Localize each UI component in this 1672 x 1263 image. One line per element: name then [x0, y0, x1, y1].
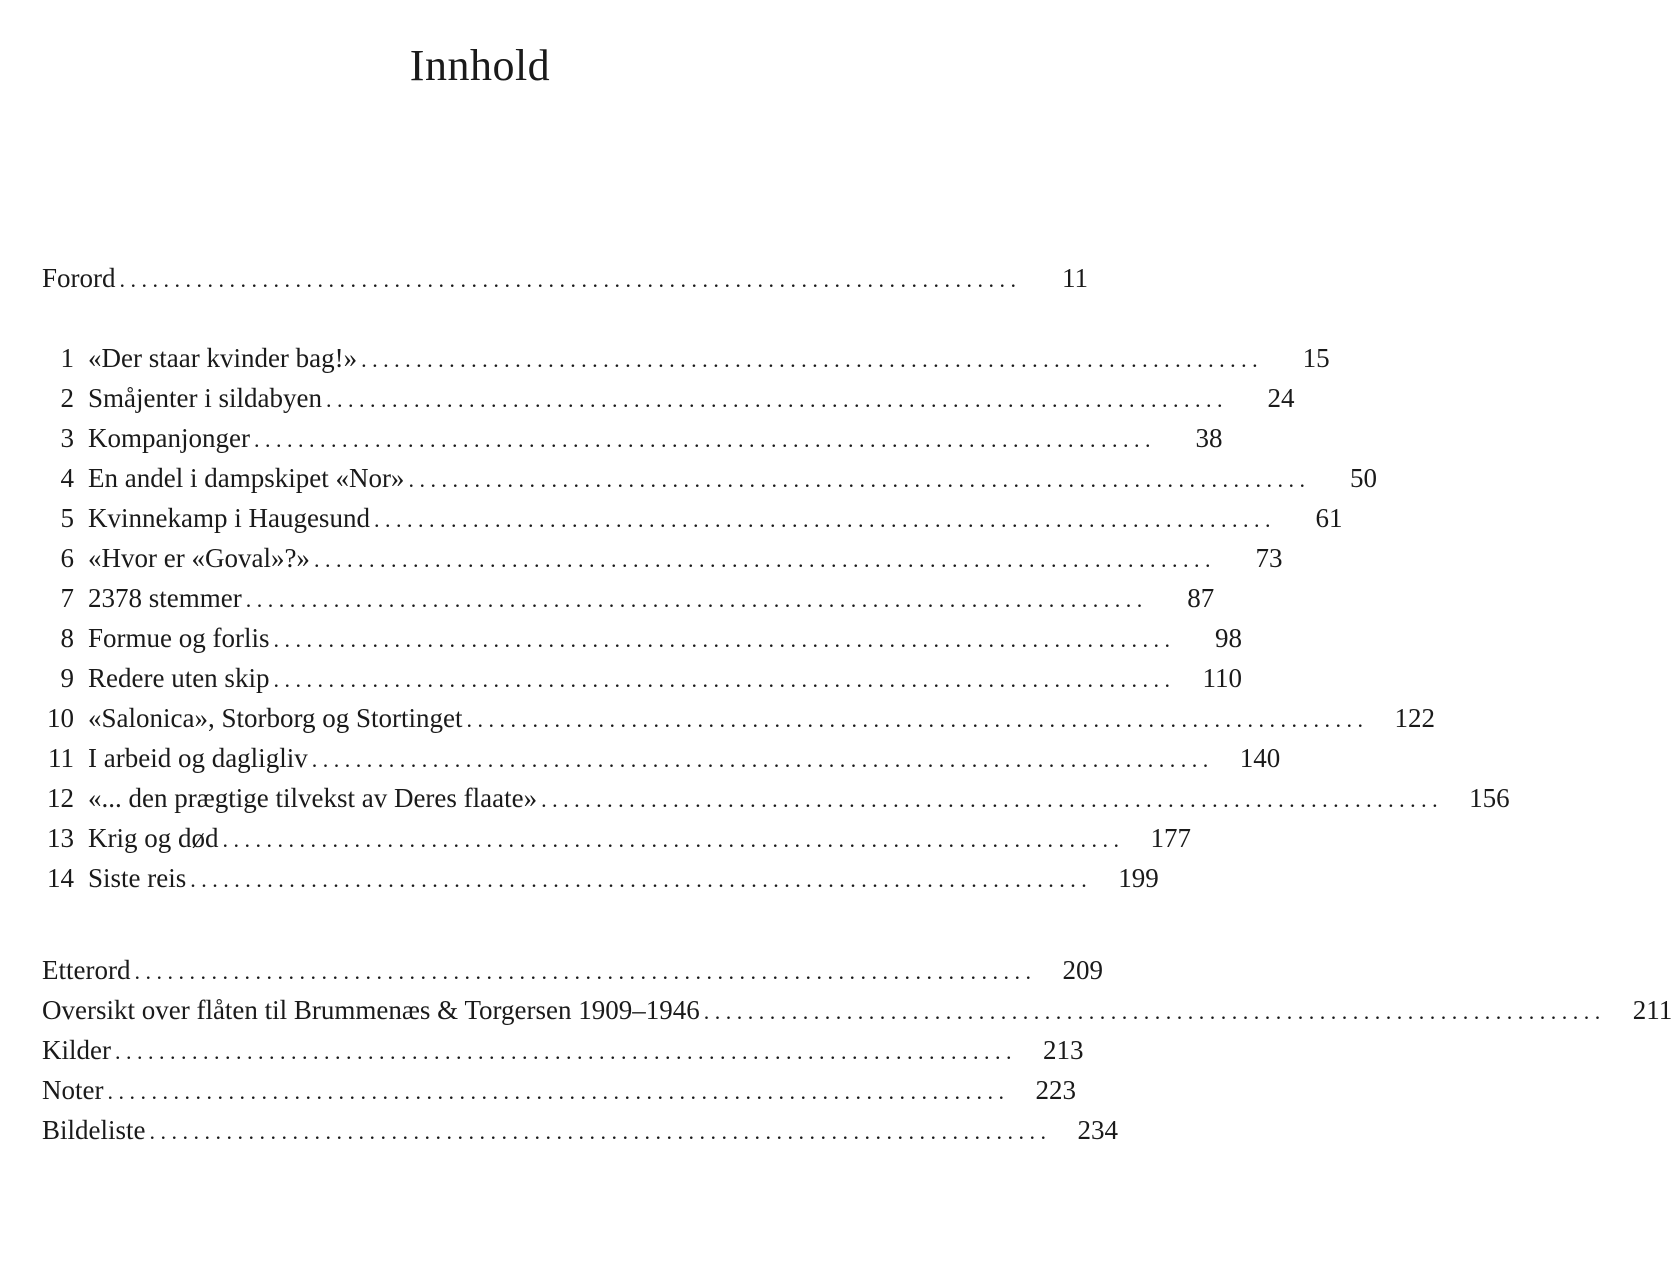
chapter-number: 5 — [60, 503, 74, 533]
chapter-page: 38 — [1195, 423, 1223, 453]
chapter-title: 2378 stemmer — [88, 583, 242, 613]
toc-chapter-13 — [42, 818, 1191, 858]
chapter-page: 140 — [1239, 743, 1281, 773]
chapter-number: 8 — [60, 623, 74, 653]
chapter-title: Kvinnekamp i Haugesund — [88, 503, 370, 533]
chapter-title: «... den prægtige tilvekst av Deres flaate» — [88, 783, 538, 813]
dot-leader: . . . . . . . . . . . . . . . . . . . . . . . . . . . . . . . . . . . . . . . . . . . . . . . . . . . . . . . . . . . . . . . . . . . . . . . . . . . . . . . . . . — [114, 1039, 1012, 1064]
chapter-title: Siste reis — [88, 863, 187, 893]
chapter-title: «Hvor er «Goval»?» — [88, 543, 310, 573]
chapter-number: 13 — [47, 823, 74, 853]
toc-chapter-5 — [42, 498, 1343, 538]
toc-chapter-10 — [42, 698, 1435, 738]
toc-chapter-11 — [42, 738, 1281, 778]
chapter-title: Redere uten skip — [88, 663, 270, 693]
toc-chapter-2 — [42, 378, 1295, 418]
chapter-number: 14 — [47, 863, 74, 893]
chapter-title: En andel i dampskipet «Nor» — [88, 463, 405, 493]
toc-entry-page: 211 — [1632, 995, 1672, 1025]
chapter-title: «Salonica», Storborg og Stortinget — [88, 703, 463, 733]
dot-leader: . . . . . . . . . . . . . . . . . . . . . . . . . . . . . . . . . . . . . . . . . . . . . . . . . . . . . . . . . . . . . . . . . . . . . . . . . . . . . . . . . . — [373, 507, 1271, 532]
dot-leader: . . . . . . . . . . . . . . . . . . . . . . . . . . . . . . . . . . . . . . . . . . . . . . . . . . . . . . . . . . . . . . . . . . . . . . . . . . . . . . . . . . — [703, 999, 1601, 1024]
chapter-page: 50 — [1349, 463, 1377, 493]
dot-leader: . . . . . . . . . . . . . . . . . . . . . . . . . . . . . . . . . . . . . . . . . . . . . . . . . . . . . . . . . . . . . . . . . . . . . . . . . . . . . . . . . . — [149, 1119, 1046, 1144]
dot-leader: . . . . . . . . . . . . . . . . . . . . . . . . . . . . . . . . . . . . . . . . . . . . . . . . . . . . . . . . . . . . . . . . . . . . . . . . . . . . . . . . . . — [190, 867, 1087, 892]
dot-leader: . . . . . . . . . . . . . . . . . . . . . . . . . . . . . . . . . . . . . . . . . . . . . . . . . . . . . . . . . . . . . . . . . . . . . . . . . . . . . . . . . . — [466, 707, 1363, 732]
chapter-number: 10 — [47, 703, 74, 733]
chapter-number: 12 — [47, 783, 74, 813]
chapter-number: 4 — [60, 463, 74, 493]
toc-chapter-1 — [42, 338, 1330, 378]
dot-leader: . . . . . . . . . . . . . . . . . . . . . . . . . . . . . . . . . . . . . . . . . . . . . . . . . . . . . . . . . . . . . . . . . . . . . . . . . . . . . . . . . . — [253, 427, 1151, 452]
dot-leader: . . . . . . . . . . . . . . . . . . . . . . . . . . . . . . . . . . . . . . . . . . . . . . . . . . . . . . . . . . . . . . . . . . . . . . . . . . . . . . . . . . — [325, 387, 1223, 412]
toc-entry-title: Kilder — [42, 1035, 111, 1065]
chapter-page: 199 — [1118, 863, 1159, 893]
toc-entry-title: Etterord — [42, 955, 131, 985]
chapter-number: 11 — [48, 743, 74, 773]
toc-entry-page: 234 — [1077, 1115, 1118, 1145]
toc-entry-page: 11 — [1062, 263, 1088, 293]
chapter-number: 7 — [60, 583, 74, 613]
chapter-page: 98 — [1215, 623, 1242, 653]
dot-leader: . . . . . . . . . . . . . . . . . . . . . . . . . . . . . . . . . . . . . . . . . . . . . . . . . . . . . . . . . . . . . . . . . . . . . . . . . . . . . . . . . . — [134, 959, 1031, 984]
dot-leader: . . . . . . . . . . . . . . . . . . . . . . . . . . . . . . . . . . . . . . . . . . . . . . . . . . . . . . . . . . . . . . . . . . . . . . . . . . . . . . . . . . — [107, 1079, 1004, 1104]
chapter-page: 87 — [1187, 583, 1215, 613]
dot-leader: . . . . . . . . . . . . . . . . . . . . . . . . . . . . . . . . . . . . . . . . . . . . . . . . . . . . . . . . . . . . . . . . . . . . . . . . . . . . . . . . . . — [313, 547, 1211, 572]
toc-chapter-4 — [42, 458, 1377, 498]
toc-chapter-8 — [42, 618, 1242, 658]
dot-leader: . . . . . . . . . . . . . . . . . . . . . . . . . . . . . . . . . . . . . . . . . . . . . . . . . . . . . . . . . . . . . . . . . . . . . . . . . . . . . . . . . . — [541, 787, 1438, 812]
chapter-title: Kompanjonger — [88, 423, 250, 453]
toc-entry-noter — [42, 1070, 1076, 1110]
chapter-page: 73 — [1255, 543, 1283, 573]
toc-entry-title: Forord — [42, 263, 116, 293]
toc-entry-title: Bildeliste — [42, 1115, 146, 1145]
chapter-number: 3 — [60, 423, 74, 453]
toc-chapter-7 — [42, 578, 1215, 618]
toc-entry-oversikt — [42, 990, 1672, 1030]
chapter-number: 9 — [60, 663, 74, 693]
chapter-page: 156 — [1469, 783, 1510, 813]
dot-leader: . . . . . . . . . . . . . . . . . . . . . . . . . . . . . . . . . . . . . . . . . . . . . . . . . . . . . . . . . . . . . . . . . . . . . . . . . . . . . . . . . . — [273, 627, 1170, 652]
toc-entry-etterord — [42, 950, 1103, 990]
toc-chapter-3 — [42, 418, 1223, 458]
chapter-title: Formue og forlis — [88, 623, 270, 653]
toc-entry-bildeliste — [42, 1110, 1118, 1150]
chapter-title: Krig og død — [88, 823, 219, 853]
dot-leader: . . . . . . . . . . . . . . . . . . . . . . . . . . . . . . . . . . . . . . . . . . . . . . . . . . . . . . . . . . . . . . . . . . . . . . . . . . . . . . . . . . — [361, 347, 1258, 372]
chapter-title: I arbeid og dagligliv — [88, 743, 308, 773]
chapter-title: «Der staar kvinder bag!» — [88, 343, 358, 373]
toc-entry-title: Noter — [42, 1075, 104, 1105]
dot-leader: . . . . . . . . . . . . . . . . . . . . . . . . . . . . . . . . . . . . . . . . . . . . . . . . . . . . . . . . . . . . . . . . . . . . . . . . . . . . . . . . . . — [119, 267, 1016, 292]
chapter-page: 177 — [1150, 823, 1191, 853]
chapter-page: 110 — [1202, 663, 1242, 693]
chapter-title: Småjenter i sildabyen — [88, 383, 322, 413]
toc-chapter-6 — [42, 538, 1283, 578]
toc-entry-page: 213 — [1042, 1035, 1084, 1065]
toc-chapter-9 — [42, 658, 1242, 698]
chapter-page: 15 — [1302, 343, 1330, 373]
toc-entry-page: 223 — [1035, 1075, 1076, 1105]
toc-entry-forord — [42, 258, 1088, 298]
page-title: Innhold — [409, 41, 551, 90]
dot-leader: . . . . . . . . . . . . . . . . . . . . . . . . . . . . . . . . . . . . . . . . . . . . . . . . . . . . . . . . . . . . . . . . . . . . . . . . . . . . . . . . . . — [408, 467, 1305, 492]
chapter-page: 24 — [1267, 383, 1295, 413]
toc-entry-page: 209 — [1062, 955, 1103, 985]
chapter-number: 6 — [60, 543, 74, 573]
dot-leader: . . . . . . . . . . . . . . . . . . . . . . . . . . . . . . . . . . . . . . . . . . . . . . . . . . . . . . . . . . . . . . . . . . . . . . . . . . . . . . . . . . — [311, 747, 1209, 772]
chapter-page: 61 — [1315, 503, 1343, 533]
toc-chapter-12 — [42, 778, 1510, 818]
toc-chapter-14 — [42, 858, 1159, 898]
dot-leader: . . . . . . . . . . . . . . . . . . . . . . . . . . . . . . . . . . . . . . . . . . . . . . . . . . . . . . . . . . . . . . . . . . . . . . . . . . . . . . . . . . — [245, 587, 1143, 612]
chapter-number: 1 — [60, 343, 74, 373]
toc-entry-kilder — [42, 1030, 1084, 1070]
dot-leader: . . . . . . . . . . . . . . . . . . . . . . . . . . . . . . . . . . . . . . . . . . . . . . . . . . . . . . . . . . . . . . . . . . . . . . . . . . . . . . . . . . — [273, 667, 1170, 692]
chapter-page: 122 — [1394, 703, 1435, 733]
dot-leader: . . . . . . . . . . . . . . . . . . . . . . . . . . . . . . . . . . . . . . . . . . . . . . . . . . . . . . . . . . . . . . . . . . . . . . . . . . . . . . . . . . — [222, 827, 1119, 852]
toc-entry-title: Oversikt over flåten til Brummenæs & Torgersen 1909–1946 — [42, 995, 700, 1025]
chapter-number: 2 — [60, 383, 74, 413]
